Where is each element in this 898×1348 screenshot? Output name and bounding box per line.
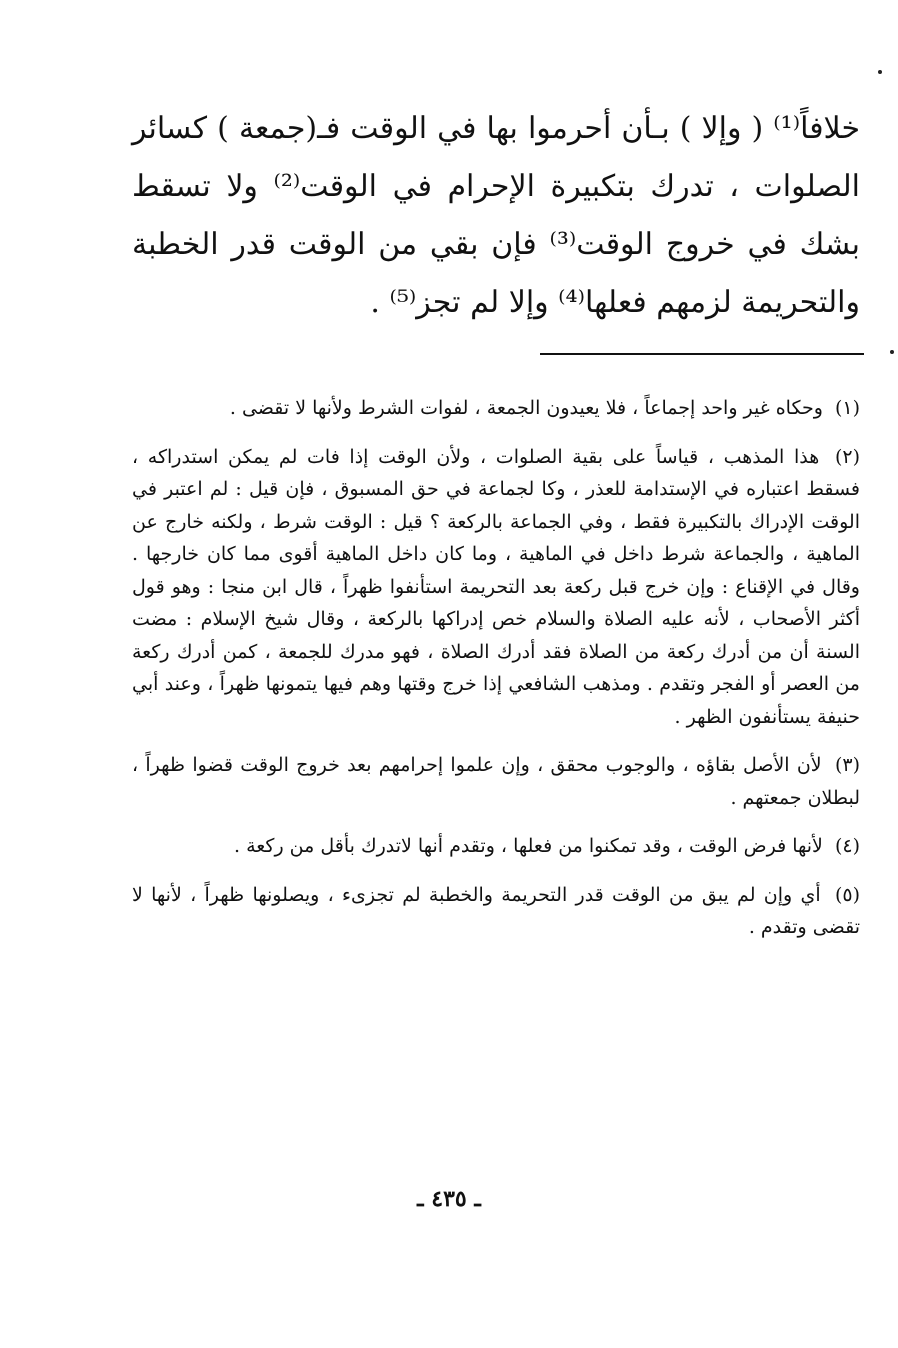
footnote-text: لأن الأصل بقاؤه ، والوجوب محقق ، وإن علموا إحرامهم بعد خروج الوقت قضوا ظهراً ، لبطلان جمعتهم . <box>132 754 860 809</box>
footnote-number: (٣) <box>834 754 860 776</box>
footnote-text: لأنها فرض الوقت ، وقد تمكنوا من فعلها ، وتقدم أنها لاتدرك بأقل من ركعة . <box>233 835 823 857</box>
footnote-divider <box>540 353 864 355</box>
footnote-number: (٢) <box>834 445 860 468</box>
footnote-text: وحكاه غير واحد إجماعاً ، فلا يعيدون الجمعة ، لفوات الشرط ولأنها لا تقضى . <box>229 397 823 419</box>
footnote-3 <box>132 749 860 814</box>
footnote-number: (١) <box>834 397 860 419</box>
footnote-text: أي وإن لم يبق من الوقت قدر التحريمة والخطبة لم تجزىء ، ويصلونها ظهراً ، لأنها لا تقضى وتقدم . <box>132 883 860 938</box>
page-number: ـ ٤٣٥ ـ <box>417 1186 481 1212</box>
margin-dot <box>890 350 894 354</box>
footnote-2 <box>132 441 860 734</box>
footnote-5 <box>132 879 860 944</box>
main-text-block <box>132 100 860 332</box>
footnote-4 <box>132 830 860 863</box>
footnote-text: هذا المذهب ، قياساً على بقية الصلوات ، ولأن الوقت إذا فات لم يمكن استدراكه ، فسقط اعتباره في الإستدامة للعذر ، وكا لجماعة في حق المسبوق ، فإن قيل : لم اعتبر في الوقت الإدراك بالتكبيرة فقط ، وفي الجماعة بالركعة ؟ قيل : الوقت شرط ، ولكنه خارج عن الماهية ، والجماعة شرط داخل في الماهية ، وما كان داخل الماهية أقوى مما كان خارجها . وقال في الإقناع : وإن خرج قبل ركعة بعد التحريمة استأنفوا ظهراً ، قال ابن منجا : وهو قول أكثر الأصحاب ، لأنه عليه الصلاة والسلام خص إدراكها بالركعة ، وقال شيخ الإسلام : مضت السنة أن من أدرك ركعة من الصلاة فقد أدرك الصلاة ، فهو مدرك للجمعة ، كمن أدرك ركعة من العصر أو الفجر وتقدم . ومذهب الشافعي إذا خرج وقتها وهم فيها يتمونها ظهراً ، وعند أبي حنيفة يستأنفون الظهر . <box>132 445 860 728</box>
main-paragraph: خلافاً⁽¹⁾ ( وإلا ) بـأن أحرموا بها في الوقت فـ(جمعة ) كسائر الصلوات ، تدرك بتكبيرة الإحرام في الوقت⁽²⁾ ولا تسقط بشك في خروج الوقت⁽³⁾ فإن بقي من الوقت قدر الخطبة والتحريمة لزمهم فعلها⁽⁴⁾ وإلا لم تجز⁽⁵⁾ . <box>132 111 860 320</box>
footnote-1 <box>132 392 860 425</box>
footnote-number: (٥) <box>834 883 860 906</box>
margin-dot <box>878 70 882 74</box>
footnotes-section <box>132 392 860 960</box>
footnote-number: (٤) <box>834 835 860 857</box>
